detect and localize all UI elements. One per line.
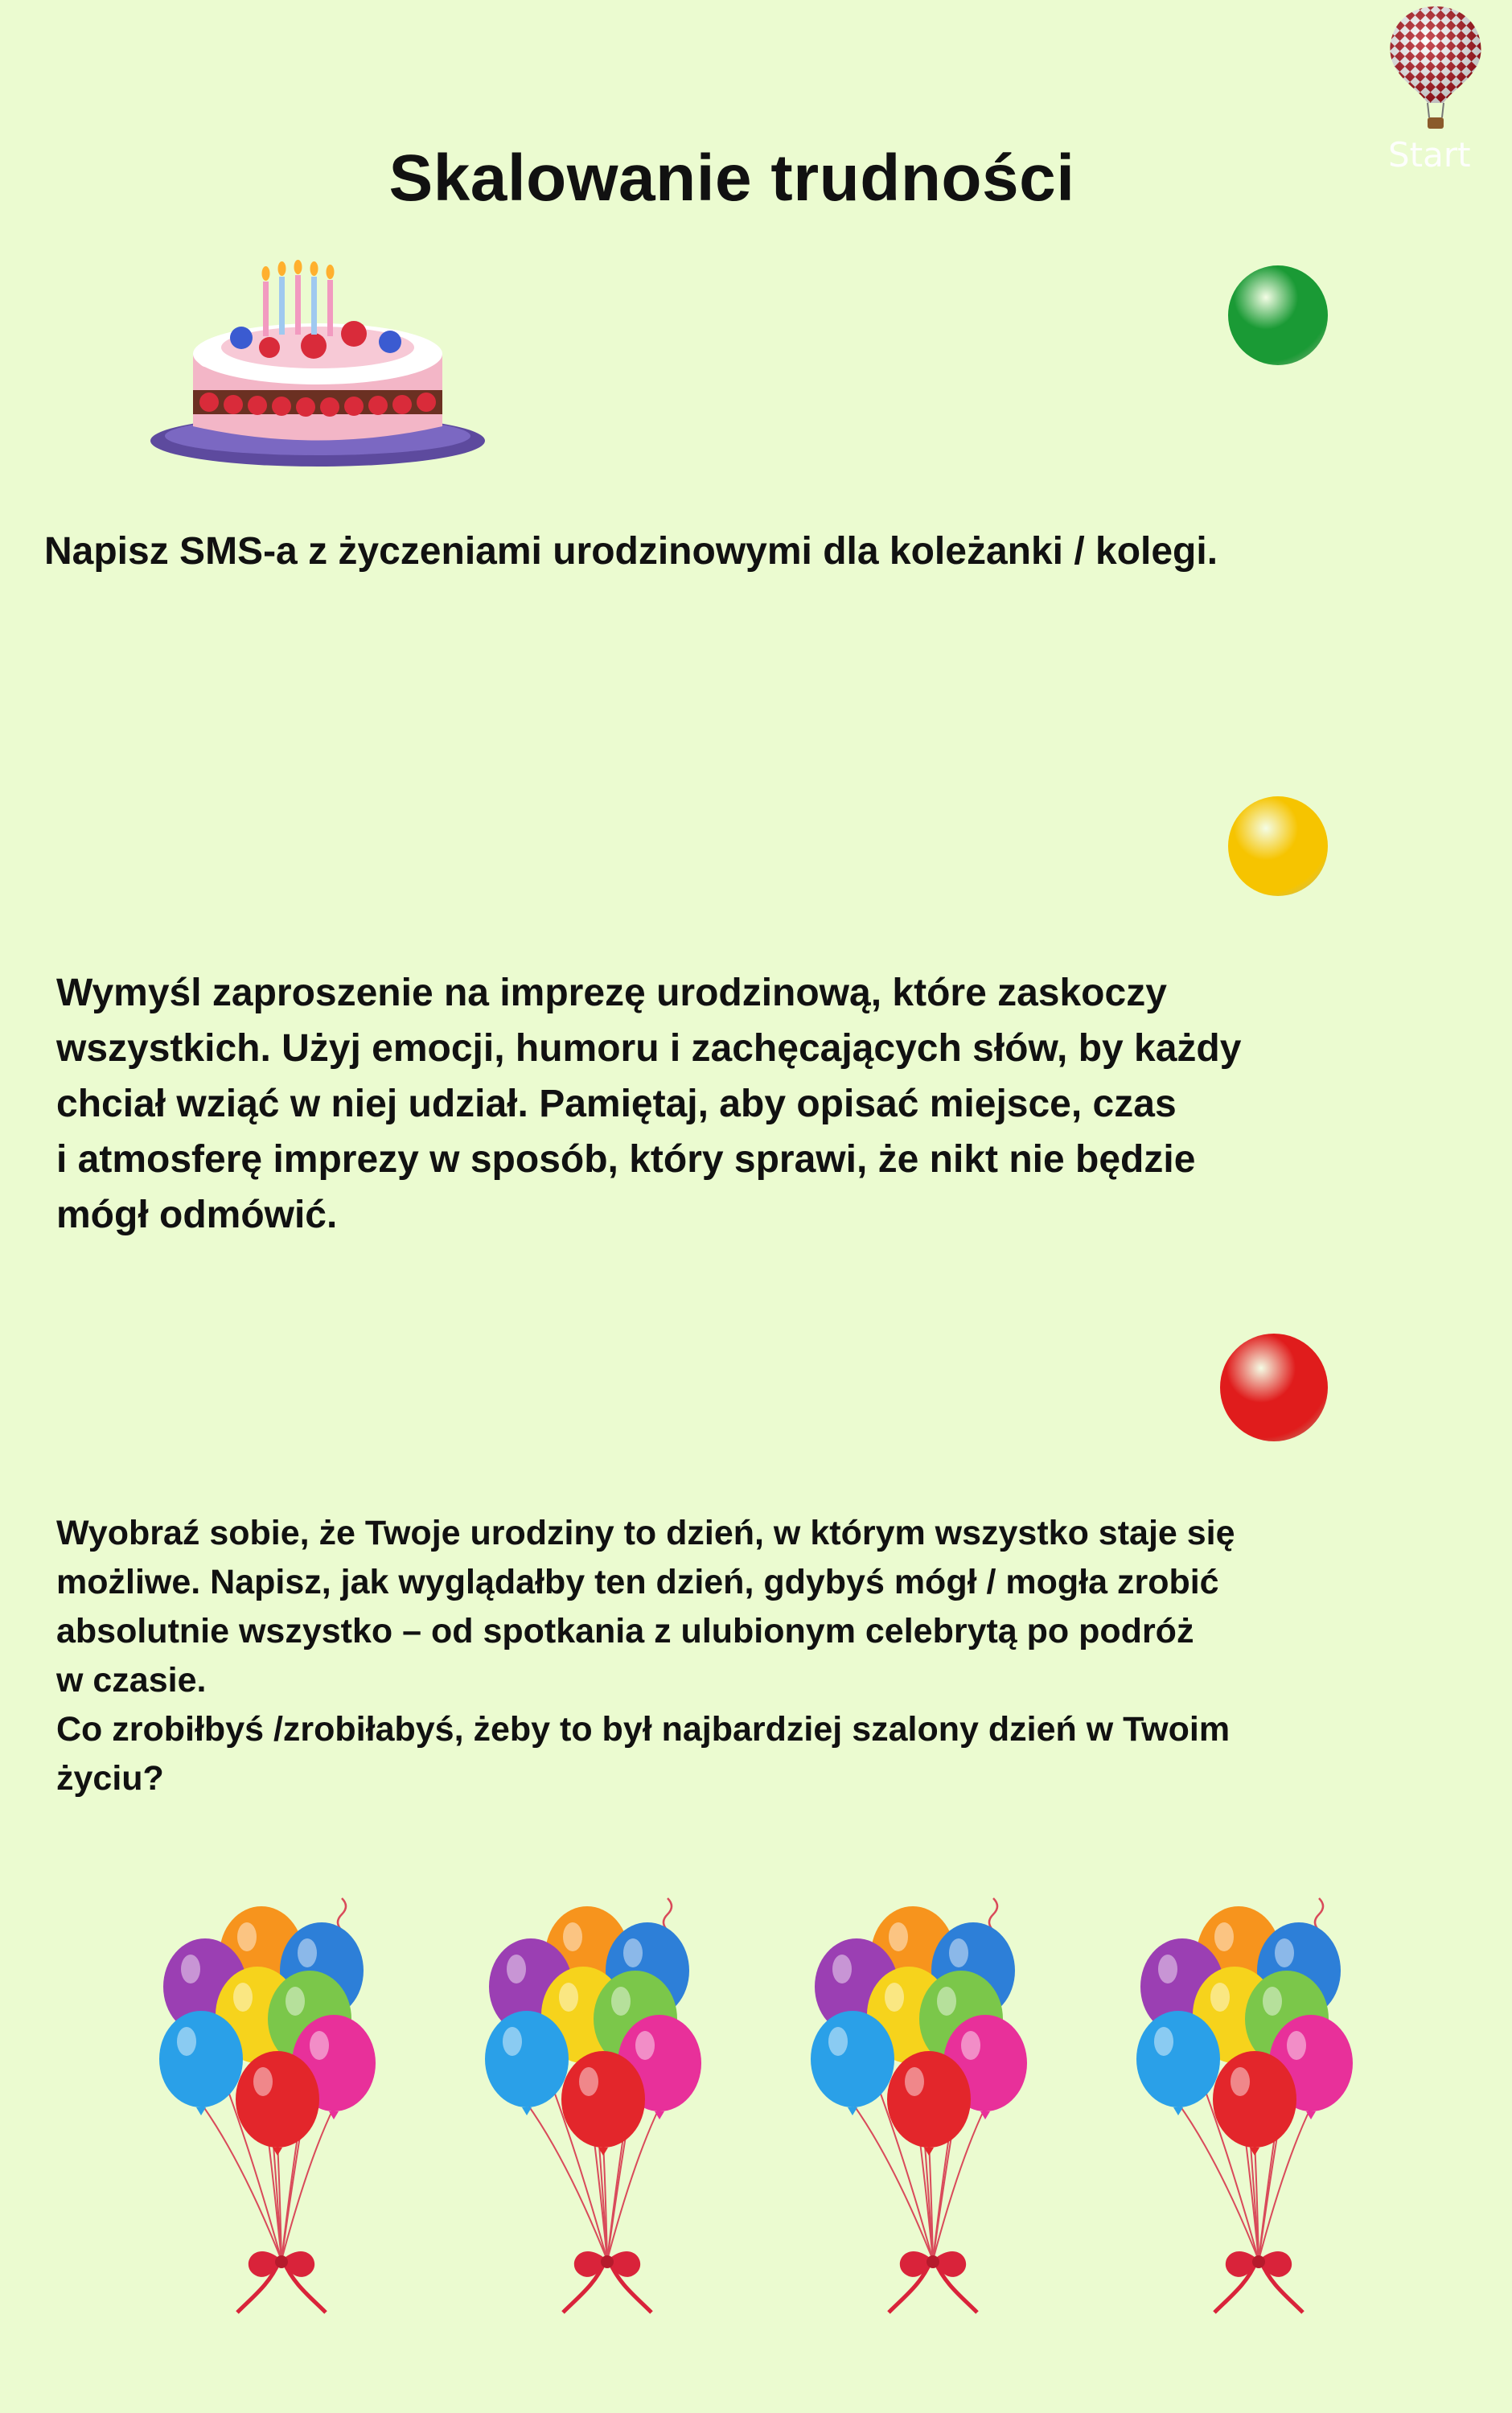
balloon-bunch-icon [808,1882,1066,2316]
task-hard-text: Wyobraź sobie, że Twoje urodziny to dzień, w którym wszystko staje się możliwe. Napisz, jak wyglądałby ten dzień, gdybyś mógł / mogła zrobić absolutnie wszystko – od spotkania z ulubionym celebrytą po podróż w czasie. Co zrobiłbyś /zrobiłabyś, żeby to był najbardziej szalony dzień w Twoim życiu? [56,1514,1235,1798]
task-medium-text: Wymyśl zaproszenie na imprezę urodzinową, które zaskoczy wszystkich. Użyj emocji, humoru i zachęcających słów, by każdy chciał wziąć w niej udział. Pamiętaj, aby opisać miejsce, czas i atmosferę imprezy w sposób, który sprawi, że nikt nie będzie mógł odmówić. [56,972,1242,1237]
balloon-bunch-icon [1134,1882,1391,2316]
balloon-bunch-icon [157,1882,414,2316]
balloon-bunch-icon [483,1882,740,2316]
page-title: Skalowanie trudności [388,142,1075,215]
red-difficulty-dot [1220,1334,1328,1441]
yellow-difficulty-dot [1228,796,1328,896]
hot-air-balloon-icon [1379,0,1492,145]
task-easy-text: Napisz SMS-a z życzeniami urodzinowymi dla koleżanki / kolegi. [44,530,1218,573]
logo-text: Start [1388,135,1471,175]
birthday-cake-icon [149,257,487,471]
green-difficulty-dot [1228,265,1328,365]
